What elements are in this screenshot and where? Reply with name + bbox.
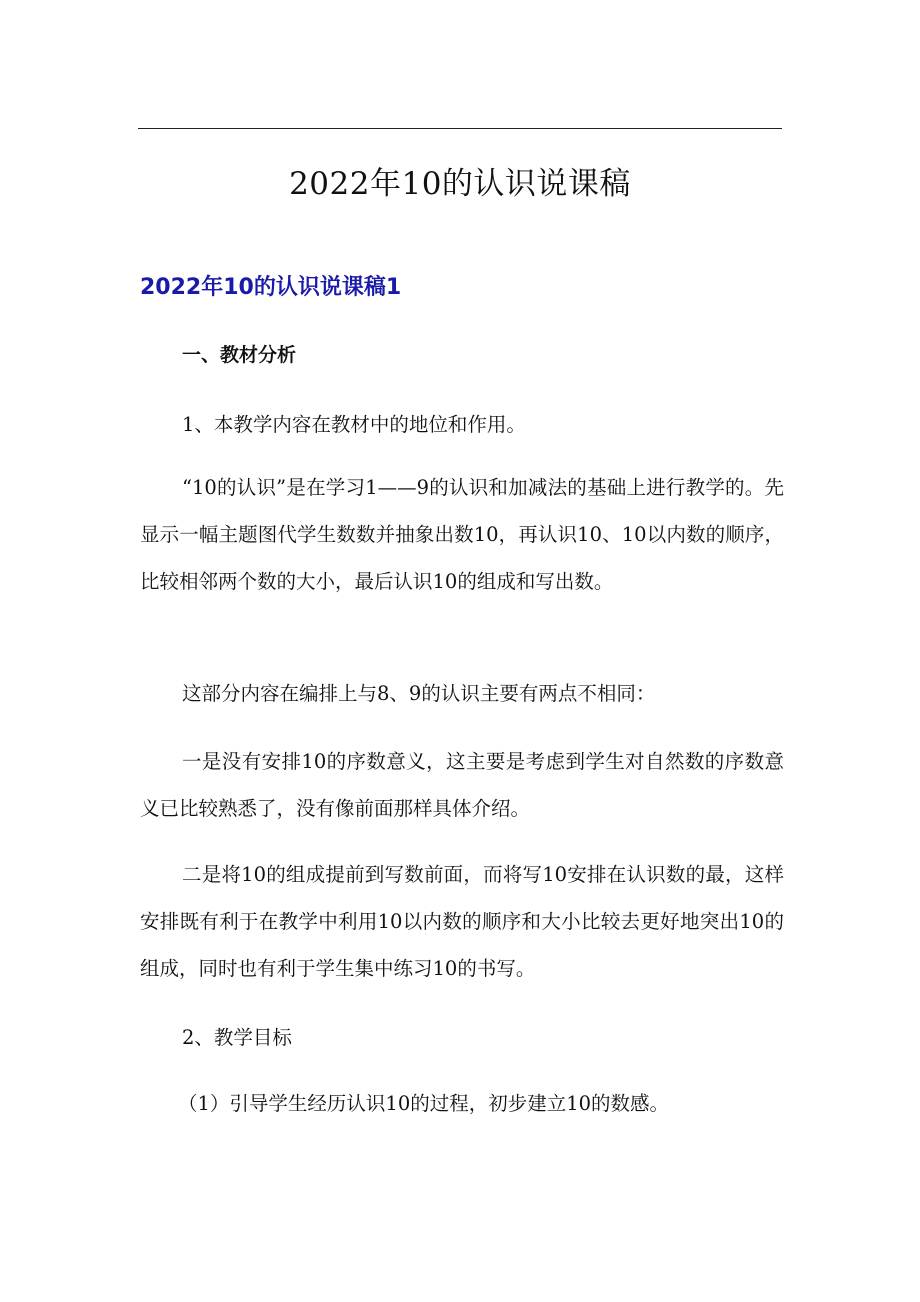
document-title: 2022年10的认识说课稿 bbox=[289, 166, 631, 202]
paragraph-role-of-content: 1、本教学内容在教材中的地位和作用。 bbox=[182, 413, 526, 436]
paragraph-teaching-goals: 2、教学目标 bbox=[182, 1026, 292, 1049]
paragraph-goal-one: （1）引导学生经历认识10的过程，初步建立10的数感。 bbox=[178, 1092, 670, 1115]
paragraph-differences-intro: 这部分内容在编排上与8、9的认识主要有两点不相同： bbox=[182, 682, 656, 705]
header-rule bbox=[138, 128, 782, 129]
paragraph-difference-one: 一是没有安排10的序数意义，这主要是考虑到学生对自然数的序数意义已比较熟悉了，没有像前面那样具体介绍。 bbox=[140, 750, 784, 820]
section-heading: 2022年10的认识说课稿1 bbox=[140, 275, 402, 300]
subheading-textbook-analysis: 一、教材分析 bbox=[182, 344, 297, 366]
paragraph-content-overview: “10的认识”是在学习1——9的认识和加减法的基础上进行教学的。先显示一幅主题图代学生数数并抽象出数10，再认识10、10以内数的顺序，比较相邻两个数的大小，最后认识10的组成和写出数。 bbox=[140, 476, 784, 593]
paragraph-difference-two: 二是将10的组成提前到写数前面，而将写10安排在认识数的最，这样安排既有利于在教学中利用10以内数的顺序和大小比较去更好地突出10的组成，同时也有利于学生集中练习10的书写。 bbox=[140, 863, 784, 980]
